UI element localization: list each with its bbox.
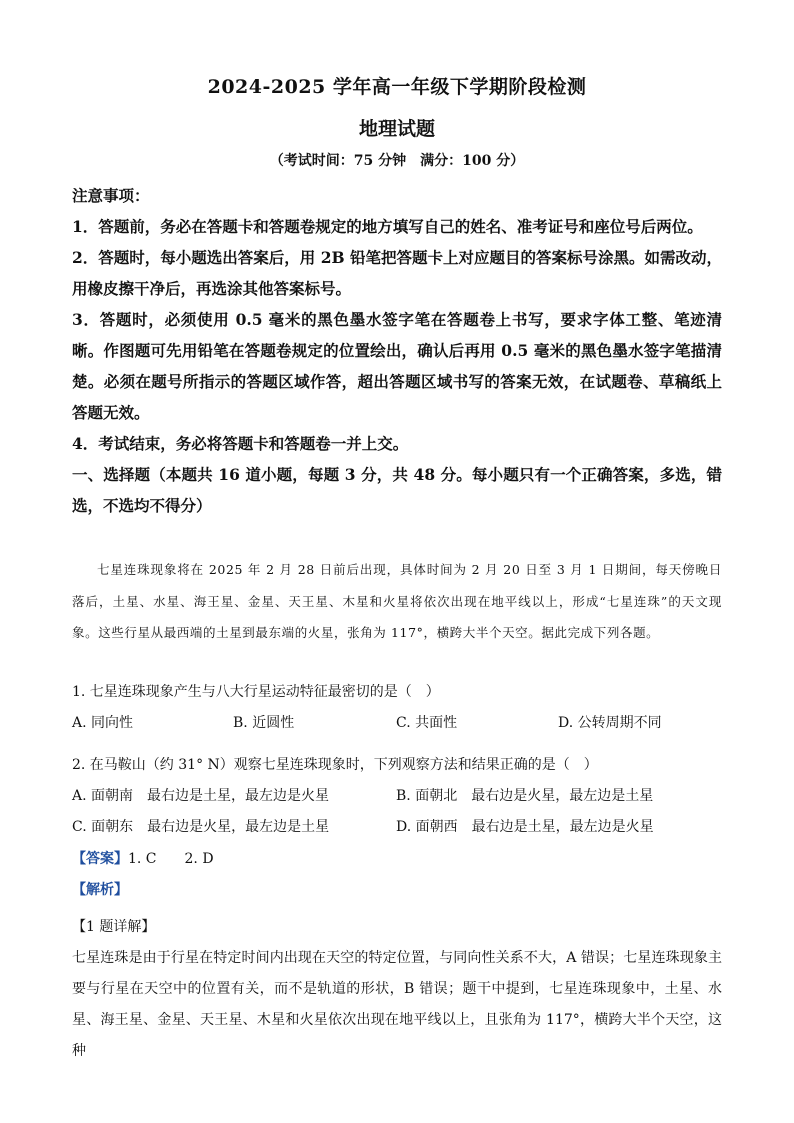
question-2-stem: 2. 在马鞍山（约 31° N）观察七星连珠现象时，下列观察方法和结果正确的是（ ） (72, 757, 598, 773)
q1-option-c[interactable]: C. 共面性 (396, 715, 458, 731)
q2-option-d[interactable]: D. 面朝西 最右边是土星，最左边是火星 (396, 819, 654, 835)
exam-title: 2024-2025 学年高一年级下学期阶段检测 (207, 76, 587, 98)
q2-option-a[interactable]: A. 面朝南 最右边是土星，最左边是火星 (72, 788, 330, 804)
analysis-text: 七星连珠是由于行星在特定时间内出现在天空的特定位置，与同向性关系不大，A 错误；七星连珠现象主要与行星在天空中的位置有关，而不是轨道的形状，B 错误；题干中提到，七星连珠现象中，土星、水星、海王星、金星、天王星、木星和火星依次出现在地平线以上，且张角为 117°，横跨大半个天空，这种 (72, 950, 722, 1059)
section-heading: 一、选择题（本题共 16 道小题，每题 3 分，共 48 分。每小题只有一个正确答案，多选，错选，不选均不得分） (72, 465, 722, 515)
analysis-block (72, 912, 722, 1067)
question-1-stem: 1. 七星连珠现象产生与八大行星运动特征最密切的是（ ） (72, 684, 440, 700)
reading-passage: 七星连珠现象将在 2025 年 2 月 28 日前后出现，具体时间为 2 月 20 日至 3 月 1 日期间，每天傍晚日落后，土星、水星、海王星、金星、天王星、木星和火星将依次出现在地平线以上，形成“七星连珠”的天文现象。这些行星从最西端的土星到最东端的火星，张角为 117°，横跨大半个天空。据此完成下列各题。 (72, 562, 722, 640)
analysis-line (72, 879, 128, 899)
exam-info: （考试时间：75 分钟 满分：100 分） (269, 153, 525, 169)
q1-option-d[interactable]: D. 公转周期不同 (558, 715, 662, 731)
notice-item-2: 2．答题时，每小题选出答案后，用 2B 铅笔把答题卡上对应题目的答案标号涂黑。如需改动，用橡皮擦干净后，再选涂其他答案标号。 (72, 248, 722, 298)
q1-option-b[interactable]: B. 近圆性 (233, 715, 295, 731)
notice-block (72, 180, 722, 521)
analysis-subheading: 【1 题详解】 (72, 919, 156, 935)
answer-text: 1. C 2. D (128, 851, 214, 867)
notice-item-3: 3．答题时，必须使用 0.5 毫米的黑色墨水签字笔在答题卷上书写，要求字体工整、笔迹清晰。作图题可先用铅笔在答题卷规定的位置绘出，确认后再用 0.5 毫米的黑色墨水签字笔描清楚。必须在题号所指示的答题区域作答，超出答题区域书写的答案无效，在试题卷、草稿纸上答题无效。 (72, 310, 722, 422)
q1-option-a[interactable]: A. 同向性 (72, 715, 134, 731)
answer-line (72, 848, 214, 868)
question-2-options-row-1 (72, 785, 722, 805)
q2-option-c[interactable]: C. 面朝东 最右边是火星，最左边是土星 (72, 819, 330, 835)
notice-item-1: 1．答题前，务必在答题卡和答题卷规定的地方填写自己的姓名、准考证号和座位号后两位。 (72, 217, 703, 236)
q2-option-b[interactable]: B. 面朝北 最右边是火星，最左边是土星 (396, 788, 654, 804)
subject-title: 地理试题 (358, 118, 435, 140)
analysis-tag: 【解析】 (72, 882, 128, 898)
question-2-options-row-2 (72, 816, 722, 836)
question-1-options (72, 712, 722, 732)
notice-item-4: 4．考试结束，务必将答题卡和答题卷一并上交。 (72, 434, 409, 453)
answer-tag: 【答案】 (72, 851, 128, 867)
notice-heading: 注意事项： (72, 186, 150, 205)
